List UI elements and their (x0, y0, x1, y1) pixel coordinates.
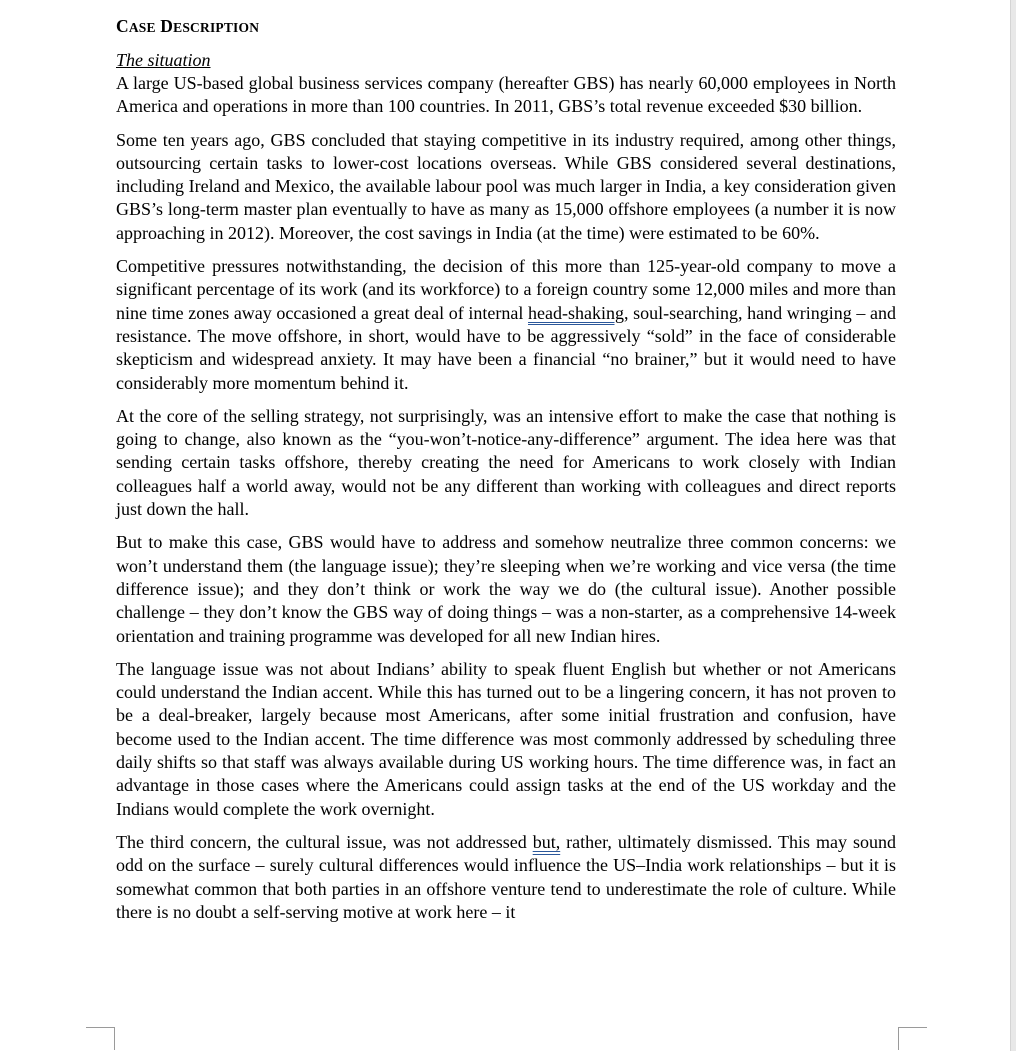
document-body (116, 14, 896, 934)
paragraph-7-text-after: rather, ultimately dismissed. This may sound odd on the surface – surely cultural differences would influence the US–India work relationships – but it is somewhat common that both parties in an offshore venture tend to underestimate the role of culture. While there is no doubt a self-serving motive at work here – it (116, 831, 896, 922)
grammar-flag-head-shaking[interactable]: head-shaking (528, 302, 624, 323)
paragraph-1: A large US-based global business services company (hereafter GBS) has nearly 60,000 employees in North America and operations in more than 100 countries. In 2011, GBS’s total revenue exceeded $30 billion. (116, 73, 896, 117)
heading-case-rest: ASE (128, 20, 156, 35)
margin-crop-mark-left (86, 1027, 115, 1050)
paragraph-5: But to make this case, GBS would have to address and somehow neutralize three common concerns: we won’t understand them (the language issue); they’re sleeping when we’re working and vice versa (the time difference issue); and they don’t think or work the way we do (the cultural issue). Another possible challenge – they don’t know the GBS way of doing things – was a non-starter, as a comprehensive 14-week orientation and training programme was developed for all new Indian hires. (116, 532, 896, 646)
paragraph-3-text-before: Competitive pressures notwithstanding, the decision of this more than 125-year-old company to move a significant percentage of its work (and its workforce) to a foreign country some 12,000 miles and more than nine time zones away occasioned a great deal of internal (116, 256, 896, 323)
paragraph-7-text-before: The third concern, the cultural issue, was not addressed (116, 831, 533, 852)
paragraph-3 (116, 255, 896, 395)
grammar-flag-but[interactable]: but, (532, 831, 561, 852)
heading-description-rest: ESCRIPTION (173, 20, 260, 35)
margin-crop-mark-right (898, 1027, 927, 1050)
paragraph-3-text-after: , soul-searching, hand wringing – and resistance. The move offshore, in short, would have to be aggressively “sold” in the face of considerable skepticism and widespread anxiety. It may have been a financial “no brainer,” but it would need to have considerably more momentum behind it. (116, 302, 896, 393)
paragraph-6: The language issue was not about Indians’ ability to speak fluent English but whether or not Americans could understand the Indian accent. While this has turned out to be a lingering concern, it has not proven to be a deal-breaker, largely because most Americans, after some initial frustration and confusion, have become used to the Indian accent. The time difference was most commonly addressed by scheduling three daily shifts so that staff was always available during US working hours. The time difference was, in fact an advantage in those cases where the Americans could assign tasks at the end of the US workday and the Indians would complete the work overnight. (116, 658, 896, 819)
paragraph-7 (116, 831, 896, 924)
heading-letter-c: C (116, 16, 129, 36)
section-heading (116, 14, 896, 40)
heading-letter-d: D (160, 16, 174, 36)
paragraph-4: At the core of the selling strategy, not surprisingly, was an intensive effort to make the case that nothing is going to change, also known as the “you-won’t-notice-any-difference” argument. The idea here was that sending certain tasks offshore, thereby creating the need for Americans to work closely with Indian colleagues half a world away, would not be any different than working with colleagues and direct reports just down the hall. (116, 405, 896, 520)
paragraph-2: Some ten years ago, GBS concluded that staying competitive in its industry required, among other things, outsourcing certain tasks to lower-cost locations overseas. While GBS considered several destinations, including Ireland and Mexico, the available labour pool was much larger in India, a key consideration given GBS’s long-term master plan eventually to have as many as 15,000 offshore employees (a number it is now approaching in 2012). Moreover, the cost savings in India (at the time) were estimated to be 60%. (116, 129, 896, 243)
page-edge-shadow (1010, 0, 1016, 1051)
subheading-the-situation: The situation (116, 50, 211, 70)
